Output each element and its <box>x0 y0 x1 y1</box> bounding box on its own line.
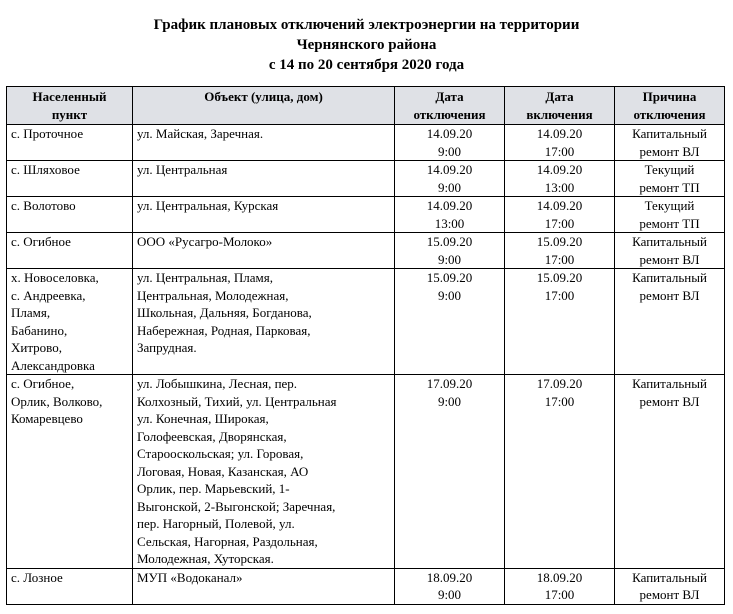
object-line: Логовая, Новая, Казанская, АО <box>137 463 309 479</box>
date-off-time: 9:00 <box>437 587 462 602</box>
reason-cell <box>615 125 725 161</box>
title-line-2: Чернянского района <box>296 37 437 53</box>
date-on-cell <box>505 269 615 375</box>
header-object <box>133 87 395 125</box>
title-line-3: с 14 по 20 сентября 2020 года <box>268 57 465 73</box>
object-line: Запрудная. <box>137 340 197 355</box>
date-off-time: 9:00 <box>437 179 462 195</box>
reason-cell <box>615 161 725 197</box>
header-date-off-line: отключения <box>413 106 486 122</box>
header-reason <box>615 87 725 125</box>
reason-line: Текущий <box>644 198 695 213</box>
settlement-cell <box>7 125 133 161</box>
date-on-time: 17:00 <box>544 587 575 602</box>
header-date-on <box>505 87 615 125</box>
outage-schedule-table <box>6 86 725 605</box>
header-date-on-line: Дата <box>545 89 574 104</box>
settlement-cell <box>7 233 133 269</box>
document-title <box>0 15 733 75</box>
object-cell <box>133 568 395 604</box>
date-off-cell <box>395 161 505 197</box>
date-off-cell <box>395 233 505 269</box>
object-cell <box>133 125 395 161</box>
date-off-date: 15.09.20 <box>426 234 473 249</box>
reason-cell <box>615 568 725 604</box>
date-off-date: 14.09.20 <box>426 126 473 141</box>
object-line: Колхозный, Тихий, ул. Центральная <box>137 393 337 409</box>
date-off-cell <box>395 125 505 161</box>
reason-cell <box>615 375 725 569</box>
date-on-time: 17:00 <box>544 251 575 267</box>
header-settlement-line: пункт <box>51 106 88 122</box>
date-on-cell <box>505 197 615 233</box>
object-line: ул. Конечная, Широкая, <box>137 411 269 426</box>
settlement-line: Бабанино, <box>11 322 68 338</box>
settlement-line: Пламя, <box>11 305 51 320</box>
reason-line: Капитальный <box>632 569 707 585</box>
date-on-cell <box>505 161 615 197</box>
object-line: Старооскольская; ул. Горовая, <box>137 446 304 461</box>
settlement-line: с. Андреевка, <box>11 287 86 303</box>
reason-cell <box>615 269 725 375</box>
table-row <box>7 125 725 161</box>
reason-line: Капитальный <box>632 126 707 141</box>
table-row <box>7 568 725 604</box>
reason-line: Капитальный <box>632 234 707 249</box>
table-header-row <box>7 87 725 125</box>
object-line: ул. Майская, Заречная. <box>137 126 264 141</box>
header-object-line: Объект (улица, дом) <box>204 89 323 104</box>
reason-cell <box>615 197 725 233</box>
object-line: Выгонской, 2-Выгонской; Заречная, <box>137 498 336 514</box>
object-line: ул. Центральная, Пламя, <box>137 270 273 285</box>
date-off-date: 14.09.20 <box>426 162 473 177</box>
date-on-date: 15.09.20 <box>536 234 583 249</box>
date-off-cell <box>395 269 505 375</box>
header-date-on-line: включения <box>526 106 593 122</box>
object-line: ул. Центральная <box>137 162 228 177</box>
date-on-time: 13:00 <box>544 179 575 195</box>
object-line: Школьная, Дальняя, Богданова, <box>137 305 312 320</box>
reason-line: ремонт ВЛ <box>639 393 700 409</box>
table-row <box>7 375 725 569</box>
reason-line: ремонт ТП <box>639 179 700 195</box>
settlement-line: Хитрово, <box>11 340 62 355</box>
settlement-line: с. Шляховое <box>11 162 80 177</box>
object-cell <box>133 197 395 233</box>
settlement-line: с. Огибное, <box>11 376 75 391</box>
header-reason-line: Причина <box>642 89 697 104</box>
date-off-date: 18.09.20 <box>426 569 473 585</box>
object-cell <box>133 375 395 569</box>
object-cell <box>133 161 395 197</box>
reason-line: ремонт ТП <box>639 215 700 231</box>
settlement-line: Александровка <box>11 357 95 373</box>
table-row <box>7 161 725 197</box>
reason-line: Капитальный <box>632 376 707 391</box>
settlement-cell <box>7 568 133 604</box>
table-row <box>7 197 725 233</box>
settlement-line: с. Проточное <box>11 126 84 141</box>
date-on-time: 17:00 <box>544 143 575 159</box>
date-off-time: 13:00 <box>434 215 465 231</box>
date-off-time: 9:00 <box>437 143 462 159</box>
object-line: Сельская, Нагорная, Раздольная, <box>137 533 318 549</box>
date-on-time: 17:00 <box>544 287 575 303</box>
reason-line: ремонт ВЛ <box>639 587 700 602</box>
object-line: Голофеевская, Дворянская, <box>137 428 287 444</box>
object-cell <box>133 269 395 375</box>
date-on-date: 14.09.20 <box>536 162 583 177</box>
date-off-date: 14.09.20 <box>426 198 473 213</box>
date-on-time: 17:00 <box>544 215 575 231</box>
date-on-date: 15.09.20 <box>536 270 583 285</box>
object-line: Орлик, пер. Марьевский, 1- <box>137 481 290 496</box>
date-off-cell <box>395 568 505 604</box>
title-line-1: График плановых отключений электроэнергии на территории <box>153 17 580 33</box>
settlement-cell <box>7 161 133 197</box>
settlement-line: Комаревцево <box>11 411 83 426</box>
date-off-time: 9:00 <box>437 251 462 267</box>
date-on-cell <box>505 568 615 604</box>
date-on-date: 17.09.20 <box>536 376 583 391</box>
header-reason-line: отключения <box>633 106 706 122</box>
date-off-time: 9:00 <box>437 287 462 303</box>
settlement-line: Орлик, Волково, <box>11 393 103 409</box>
table-row <box>7 233 725 269</box>
date-on-cell <box>505 125 615 161</box>
settlement-line: с. Лозное <box>11 569 63 585</box>
reason-cell <box>615 233 725 269</box>
date-on-date: 14.09.20 <box>536 198 583 213</box>
object-line: ул. Центральная, Курская <box>137 198 279 213</box>
date-off-date: 17.09.20 <box>426 376 473 391</box>
header-settlement-line: Населенный <box>32 89 107 104</box>
settlement-cell <box>7 375 133 569</box>
date-off-time: 9:00 <box>437 393 462 409</box>
settlement-line: с. Огибное <box>11 234 71 249</box>
date-on-date: 14.09.20 <box>536 126 583 141</box>
table-row <box>7 269 725 375</box>
date-on-date: 18.09.20 <box>536 569 583 585</box>
object-cell <box>133 233 395 269</box>
object-line: ул. Лобышкина, Лесная, пер. <box>137 376 298 391</box>
object-line: пер. Нагорный, Полевой, ул. <box>137 516 295 531</box>
object-line: Молодежная, Хуторская. <box>137 551 274 566</box>
settlement-line: х. Новоселовка, <box>11 270 99 285</box>
date-on-time: 17:00 <box>544 393 575 409</box>
object-line: Набережная, Родная, Парковая, <box>137 322 311 338</box>
reason-line: ремонт ВЛ <box>639 251 700 267</box>
date-on-cell <box>505 233 615 269</box>
header-date-off-line: Дата <box>435 89 464 104</box>
settlement-line: с. Волотово <box>11 198 76 213</box>
date-off-cell <box>395 197 505 233</box>
reason-line: ремонт ВЛ <box>639 143 700 159</box>
object-line: Центральная, Молодежная, <box>137 287 289 303</box>
reason-line: Текущий <box>644 162 695 177</box>
date-off-date: 15.09.20 <box>426 270 473 285</box>
date-on-cell <box>505 375 615 569</box>
reason-line: Капитальный <box>632 270 707 285</box>
header-settlement <box>7 87 133 125</box>
settlement-cell <box>7 197 133 233</box>
object-line: ООО «Русагро-Молоко» <box>137 234 273 249</box>
settlement-cell <box>7 269 133 375</box>
reason-line: ремонт ВЛ <box>639 287 700 303</box>
object-line: МУП «Водоканал» <box>137 569 243 585</box>
date-off-cell <box>395 375 505 569</box>
header-date-off <box>395 87 505 125</box>
